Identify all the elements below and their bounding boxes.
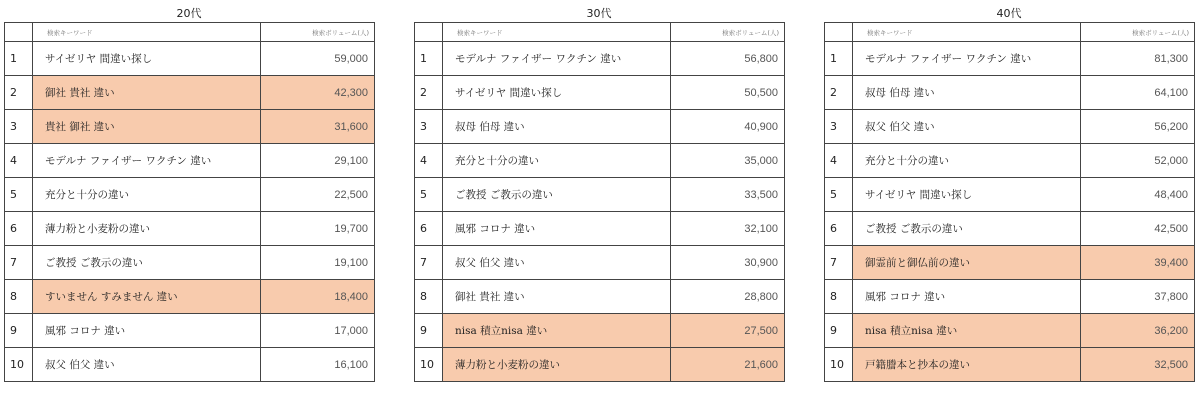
keyword-cell: 風邪 コロナ 違い bbox=[853, 280, 1081, 314]
rank-cell: 10 bbox=[415, 348, 443, 382]
keyword-cell: 貴社 御社 違い bbox=[33, 110, 261, 144]
keyword-cell: 充分と十分の違い bbox=[33, 178, 261, 212]
table-row bbox=[415, 212, 785, 246]
volume-cell: 42,500 bbox=[1081, 212, 1195, 246]
rank-cell: 8 bbox=[5, 280, 33, 314]
panel-title: 30代 bbox=[586, 7, 612, 20]
volume-cell: 27,500 bbox=[671, 314, 785, 348]
rank-cell: 3 bbox=[825, 110, 853, 144]
rank-cell: 6 bbox=[5, 212, 33, 246]
table-row bbox=[5, 246, 375, 280]
volume-cell: 59,000 bbox=[261, 42, 375, 76]
rank-cell: 8 bbox=[415, 280, 443, 314]
rank-cell: 7 bbox=[415, 246, 443, 280]
volume-cell: 48,400 bbox=[1081, 178, 1195, 212]
volume-cell: 31,600 bbox=[261, 110, 375, 144]
rank-cell: 1 bbox=[415, 42, 443, 76]
keyword-cell: サイゼリヤ 間違い探し bbox=[443, 76, 671, 110]
keyword-cell: 薄力粉と小麦粉の違い bbox=[443, 348, 671, 382]
table-row bbox=[825, 110, 1195, 144]
rank-cell: 4 bbox=[5, 144, 33, 178]
rank-cell: 8 bbox=[825, 280, 853, 314]
table-header-row bbox=[825, 23, 1195, 42]
keyword-cell: 叔母 伯母 違い bbox=[443, 110, 671, 144]
table-row bbox=[415, 110, 785, 144]
keyword-cell: ご教授 ご教示の違い bbox=[853, 212, 1081, 246]
table-row bbox=[415, 280, 785, 314]
keyword-cell: ご教授 ご教示の違い bbox=[33, 246, 261, 280]
header-rank-cell bbox=[825, 23, 853, 42]
table-row bbox=[825, 348, 1195, 382]
volume-cell: 39,400 bbox=[1081, 246, 1195, 280]
panel-title: 40代 bbox=[996, 7, 1022, 20]
table-row bbox=[415, 144, 785, 178]
keyword-cell: モデルナ ファイザー ワクチン 違い bbox=[33, 144, 261, 178]
ranking-table bbox=[4, 22, 375, 382]
volume-cell: 30,900 bbox=[671, 246, 785, 280]
rank-cell: 5 bbox=[415, 178, 443, 212]
keyword-cell: 御社 貴社 違い bbox=[33, 76, 261, 110]
keyword-cell: サイゼリヤ 間違い探し bbox=[853, 178, 1081, 212]
volume-cell: 81,300 bbox=[1081, 42, 1195, 76]
header-keyword: 検索キーワード bbox=[443, 23, 671, 42]
ranking-panel bbox=[824, 6, 1194, 382]
table-row bbox=[5, 280, 375, 314]
keyword-cell: 充分と十分の違い bbox=[853, 144, 1081, 178]
keyword-cell: 叔父 伯父 違い bbox=[443, 246, 671, 280]
rank-cell: 4 bbox=[415, 144, 443, 178]
volume-cell: 56,200 bbox=[1081, 110, 1195, 144]
keyword-cell: サイゼリヤ 間違い探し bbox=[33, 42, 261, 76]
volume-cell: 36,200 bbox=[1081, 314, 1195, 348]
table-row bbox=[825, 178, 1195, 212]
volume-cell: 42,300 bbox=[261, 76, 375, 110]
volume-cell: 40,900 bbox=[671, 110, 785, 144]
keyword-cell: 御霊前と御仏前の違い bbox=[853, 246, 1081, 280]
table-row bbox=[5, 42, 375, 76]
rank-cell: 10 bbox=[825, 348, 853, 382]
keyword-cell: モデルナ ファイザー ワクチン 違い bbox=[853, 42, 1081, 76]
rank-cell: 2 bbox=[5, 76, 33, 110]
header-volume: 検索ボリューム(人) bbox=[261, 23, 375, 42]
header-rank-cell bbox=[5, 23, 33, 42]
volume-cell: 56,800 bbox=[671, 42, 785, 76]
table-row bbox=[5, 144, 375, 178]
table-header-row bbox=[415, 23, 785, 42]
table-row bbox=[825, 42, 1195, 76]
header-keyword: 検索キーワード bbox=[33, 23, 261, 42]
table-row bbox=[825, 314, 1195, 348]
keyword-cell: 御社 貴社 違い bbox=[443, 280, 671, 314]
header-volume: 検索ボリューム(人) bbox=[1081, 23, 1195, 42]
rank-cell: 6 bbox=[825, 212, 853, 246]
keyword-cell: すいません すみません 違い bbox=[33, 280, 261, 314]
header-volume: 検索ボリューム(人) bbox=[671, 23, 785, 42]
table-row bbox=[5, 314, 375, 348]
volume-cell: 35,000 bbox=[671, 144, 785, 178]
table-row bbox=[5, 212, 375, 246]
table-row bbox=[5, 76, 375, 110]
table-row bbox=[825, 144, 1195, 178]
rank-cell: 2 bbox=[825, 76, 853, 110]
volume-cell: 29,100 bbox=[261, 144, 375, 178]
volume-cell: 22,500 bbox=[261, 178, 375, 212]
rank-cell: 5 bbox=[825, 178, 853, 212]
table-row bbox=[415, 314, 785, 348]
rank-cell: 4 bbox=[825, 144, 853, 178]
table-row bbox=[825, 76, 1195, 110]
volume-cell: 19,700 bbox=[261, 212, 375, 246]
volume-cell: 50,500 bbox=[671, 76, 785, 110]
table-row bbox=[415, 178, 785, 212]
volume-cell: 52,000 bbox=[1081, 144, 1195, 178]
rank-cell: 6 bbox=[415, 212, 443, 246]
rank-cell: 2 bbox=[415, 76, 443, 110]
rank-cell: 3 bbox=[415, 110, 443, 144]
volume-cell: 19,100 bbox=[261, 246, 375, 280]
keyword-cell: 叔母 伯母 違い bbox=[853, 76, 1081, 110]
keyword-cell: 充分と十分の違い bbox=[443, 144, 671, 178]
table-row bbox=[825, 280, 1195, 314]
table-row bbox=[5, 178, 375, 212]
volume-cell: 17,000 bbox=[261, 314, 375, 348]
rank-cell: 7 bbox=[5, 246, 33, 280]
keyword-cell: 戸籍謄本と抄本の違い bbox=[853, 348, 1081, 382]
ranking-table bbox=[414, 22, 785, 382]
table-row bbox=[415, 348, 785, 382]
rank-cell: 1 bbox=[825, 42, 853, 76]
volume-cell: 32,500 bbox=[1081, 348, 1195, 382]
table-row bbox=[415, 42, 785, 76]
keyword-cell: 叔父 伯父 違い bbox=[853, 110, 1081, 144]
table-row bbox=[5, 110, 375, 144]
volume-cell: 21,600 bbox=[671, 348, 785, 382]
table-row bbox=[825, 246, 1195, 280]
header-keyword: 検索キーワード bbox=[853, 23, 1081, 42]
volume-cell: 16,100 bbox=[261, 348, 375, 382]
table-row bbox=[415, 246, 785, 280]
rank-cell: 9 bbox=[415, 314, 443, 348]
keyword-cell: モデルナ ファイザー ワクチン 違い bbox=[443, 42, 671, 76]
rank-cell: 1 bbox=[5, 42, 33, 76]
rank-cell: 9 bbox=[5, 314, 33, 348]
keyword-cell: nisa 積立nisa 違い bbox=[443, 314, 671, 348]
keyword-cell: 風邪 コロナ 違い bbox=[33, 314, 261, 348]
rank-cell: 5 bbox=[5, 178, 33, 212]
ranking-panel bbox=[4, 6, 374, 382]
volume-cell: 33,500 bbox=[671, 178, 785, 212]
volume-cell: 37,800 bbox=[1081, 280, 1195, 314]
rank-cell: 3 bbox=[5, 110, 33, 144]
volume-cell: 32,100 bbox=[671, 212, 785, 246]
rank-cell: 10 bbox=[5, 348, 33, 382]
keyword-cell: ご教授 ご教示の違い bbox=[443, 178, 671, 212]
ranking-table bbox=[824, 22, 1195, 382]
volume-cell: 28,800 bbox=[671, 280, 785, 314]
panel-title: 20代 bbox=[176, 7, 202, 20]
rank-cell: 9 bbox=[825, 314, 853, 348]
table-header-row bbox=[5, 23, 375, 42]
keyword-cell: nisa 積立nisa 違い bbox=[853, 314, 1081, 348]
ranking-panel bbox=[414, 6, 784, 382]
keyword-cell: 薄力粉と小麦粉の違い bbox=[33, 212, 261, 246]
rank-cell: 7 bbox=[825, 246, 853, 280]
table-row bbox=[825, 212, 1195, 246]
table-row bbox=[5, 348, 375, 382]
keyword-cell: 風邪 コロナ 違い bbox=[443, 212, 671, 246]
table-row bbox=[415, 76, 785, 110]
volume-cell: 18,400 bbox=[261, 280, 375, 314]
keyword-cell: 叔父 伯父 違い bbox=[33, 348, 261, 382]
header-rank-cell bbox=[415, 23, 443, 42]
volume-cell: 64,100 bbox=[1081, 76, 1195, 110]
